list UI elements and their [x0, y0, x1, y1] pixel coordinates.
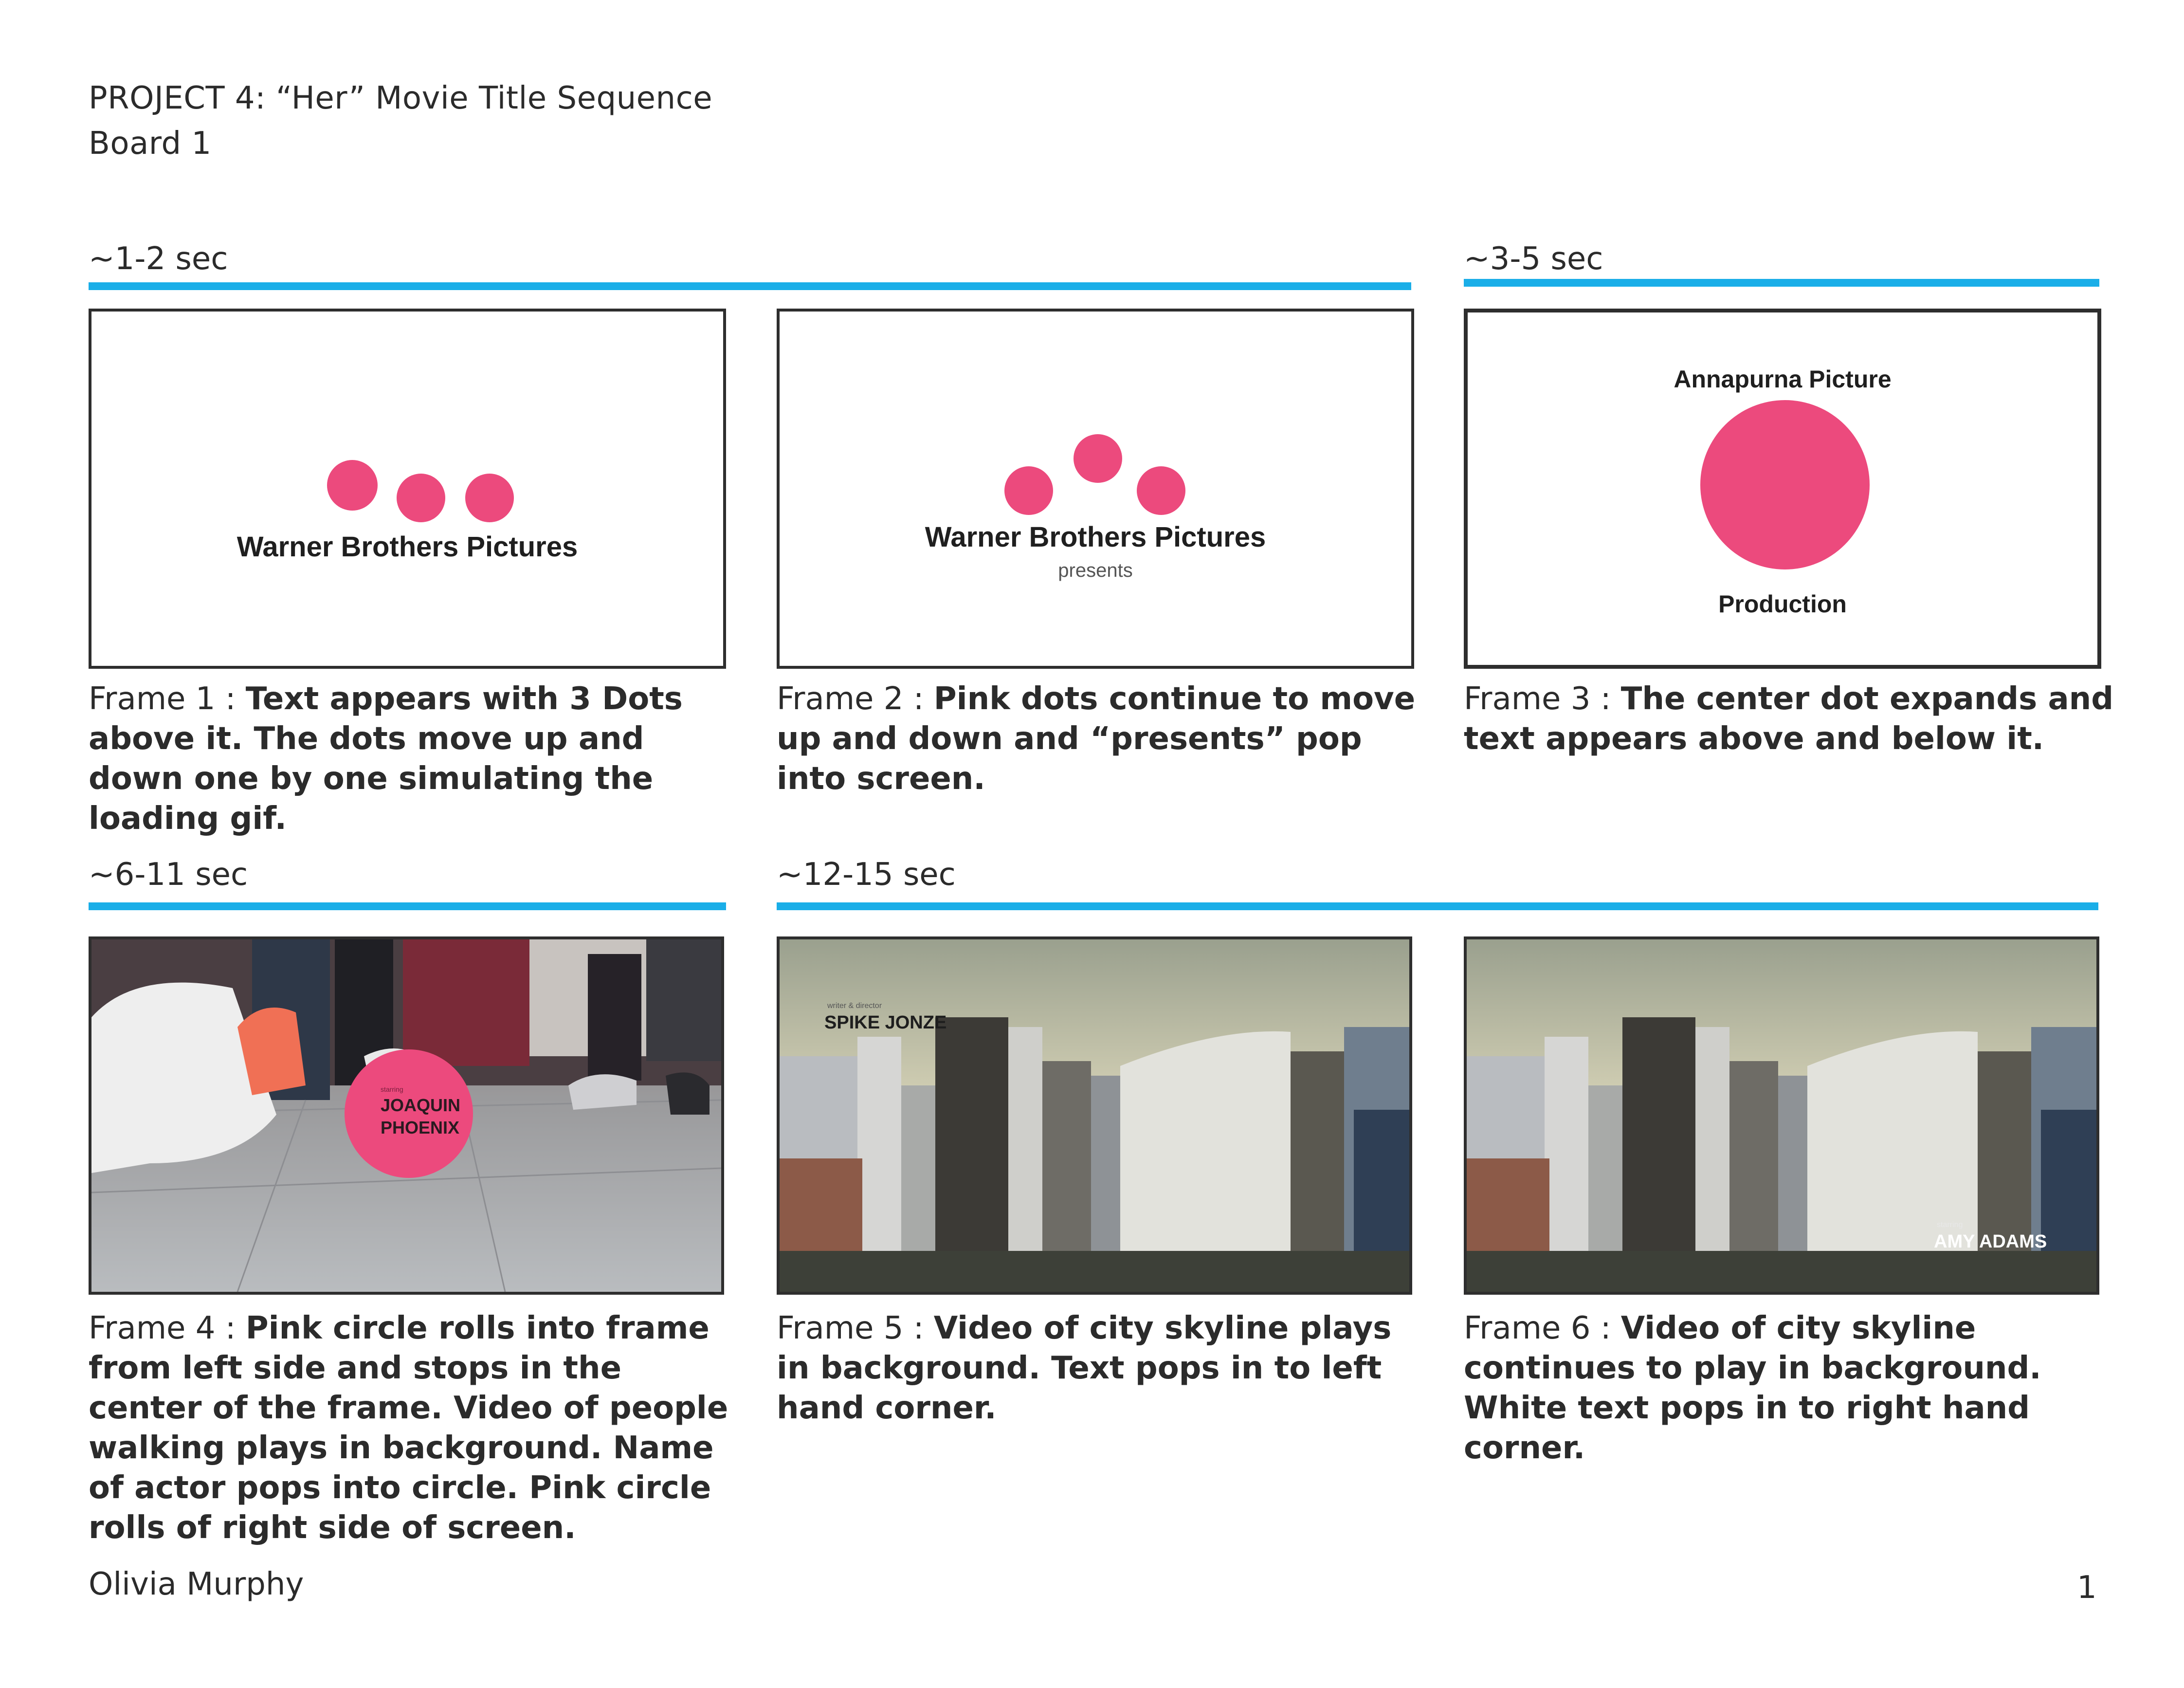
frame-3-top-text: Annapurna Picture	[1674, 366, 1892, 393]
timeline-bar-1-2	[89, 282, 1411, 290]
pink-circle-large	[1700, 400, 1870, 569]
frame-4-description: Pink circle rolls into frame from left side and stops in the center of the frame. Video of people walking plays in background. Name of actor pops into circle. Pink circle rolls of right side of screen.	[89, 1310, 728, 1546]
frame-1-brand: Warner Brothers Pictures	[237, 531, 578, 563]
frame-4-label: Frame 4 :	[89, 1310, 236, 1346]
timeline-label-6-11: ~6-11 sec	[89, 857, 248, 893]
frame-6	[1464, 936, 2099, 1295]
timeline-bar-6-11	[89, 902, 726, 910]
frame-4-starring: starring	[381, 1085, 403, 1093]
timeline-bar-12-15	[777, 902, 2098, 910]
page-number: 1	[2077, 1570, 2097, 1606]
frame-2-description: Pink dots continue to move up and down and “presents” pop into screen.	[777, 681, 1416, 797]
pink-dot-2	[397, 474, 445, 522]
pink-dot-3	[465, 474, 514, 522]
pink-dot-2	[1074, 434, 1122, 483]
pink-dot-1	[327, 460, 378, 511]
pink-dot-1	[1004, 466, 1053, 515]
frame-6-caption	[1464, 1308, 2145, 1468]
frame-3-description: The center dot expands and text appears above and below it.	[1464, 681, 2114, 757]
frame-6-credit-role: starring	[1937, 1221, 1963, 1229]
frame-4-actor-name	[381, 1094, 460, 1139]
city-skyline-photo	[780, 939, 1409, 1292]
frame-3-bottom-text: Production	[1718, 590, 1847, 618]
frame-3	[1464, 309, 2101, 669]
timeline-label-12-15: ~12-15 sec	[777, 857, 956, 893]
actor-first-name: JOAQUIN	[381, 1095, 461, 1115]
frame-3-label: Frame 3 :	[1464, 681, 1611, 717]
page-title: PROJECT 4: “Her” Movie Title Sequence	[89, 80, 713, 116]
frame-2-brand: Warner Brothers Pictures	[925, 521, 1266, 553]
frame-5-description: Video of city skyline plays in background. Text pops in to left hand corner.	[777, 1310, 1392, 1426]
frame-5-credit-role: writer & director	[827, 1002, 882, 1010]
frame-2-label: Frame 2 :	[777, 681, 924, 717]
frame-6-description: Video of city skyline continues to play in background. White text pops in to right hand corner.	[1464, 1310, 2041, 1466]
frame-2	[777, 309, 1414, 669]
timeline-label-1-2: ~1-2 sec	[89, 241, 228, 277]
board-label: Board 1	[89, 126, 212, 162]
frame-4-caption	[89, 1308, 736, 1548]
frame-5	[777, 936, 1412, 1295]
frame-2-caption	[777, 679, 1429, 799]
frame-3-caption	[1464, 679, 2135, 759]
frame-5-caption	[777, 1308, 1429, 1428]
pink-dot-3	[1137, 466, 1185, 515]
frame-1-description: Text appears with 3 Dots above it. The dots move up and down one by one simulating the loading gif.	[89, 681, 683, 837]
frame-1-caption	[89, 679, 736, 839]
frame-4	[89, 936, 724, 1295]
timeline-label-3-5: ~3-5 sec	[1464, 241, 1603, 277]
frame-6-label: Frame 6 :	[1464, 1310, 1611, 1346]
frame-1-label: Frame 1 :	[89, 681, 236, 717]
frame-5-credit-name: SPIKE JONZE	[824, 1012, 947, 1033]
frame-6-credit-name: AMY ADAMS	[1934, 1231, 2047, 1252]
actor-last-name: PHOENIX	[381, 1118, 460, 1138]
author-name: Olivia Murphy	[89, 1566, 304, 1602]
timeline-bar-3-5	[1464, 279, 2099, 287]
frame-2-presents: presents	[1058, 560, 1133, 581]
frame-1	[89, 309, 726, 669]
frame-5-label: Frame 5 :	[777, 1310, 924, 1346]
